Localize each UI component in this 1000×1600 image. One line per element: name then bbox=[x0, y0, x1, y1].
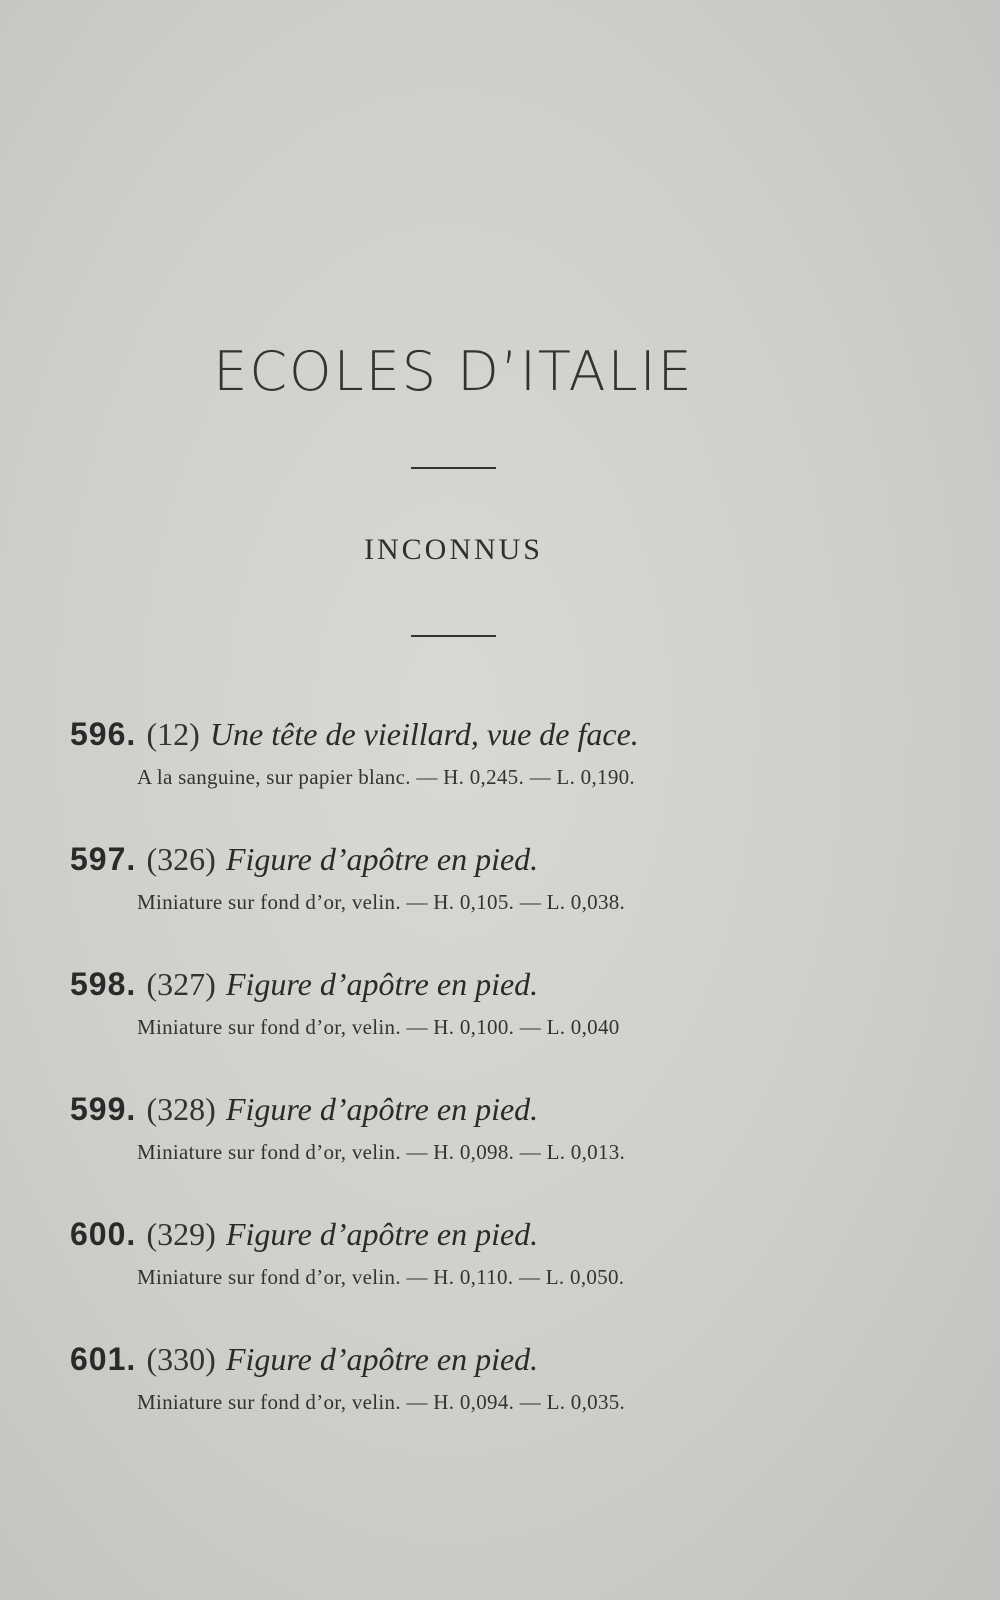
entry-reference: (329) bbox=[146, 1216, 216, 1252]
catalog-entry bbox=[70, 712, 870, 837]
entry-description: Miniature sur fond d’or, velin. — H. 0,094. — L. 0,035. bbox=[137, 1390, 626, 1414]
entry-title: Figure d’apôtre en pied. bbox=[225, 966, 539, 1002]
catalog-entries bbox=[70, 712, 870, 1462]
entry-heading bbox=[70, 1087, 870, 1131]
section-title: INCONNUS bbox=[363, 533, 543, 566]
entry-number: 600. bbox=[70, 1216, 137, 1252]
catalog-entry bbox=[70, 962, 870, 1087]
section-divider bbox=[411, 635, 496, 637]
entry-title: Une tête de vieillard, vue de face. bbox=[209, 716, 639, 752]
catalog-entry bbox=[70, 1212, 870, 1337]
catalog-entry bbox=[70, 837, 870, 962]
entry-title: Figure d’apôtre en pied. bbox=[225, 1341, 539, 1377]
entry-number: 601. bbox=[70, 1341, 137, 1377]
entry-heading bbox=[70, 1337, 870, 1381]
entry-title: Figure d’apôtre en pied. bbox=[225, 1216, 539, 1252]
entry-reference: (330) bbox=[146, 1341, 216, 1377]
entry-number: 599. bbox=[70, 1091, 137, 1127]
entry-description: Miniature sur fond d’or, velin. — H. 0,098. — L. 0,013. bbox=[137, 1140, 626, 1164]
entry-description: Miniature sur fond d’or, velin. — H. 0,105. — L. 0,038. bbox=[137, 890, 626, 914]
catalog-entry bbox=[70, 1337, 870, 1462]
entry-heading bbox=[70, 837, 870, 881]
entry-heading bbox=[70, 962, 870, 1006]
entry-description: Miniature sur fond d’or, velin. — H. 0,100. — L. 0,040 bbox=[137, 1015, 620, 1039]
catalog-entry bbox=[70, 1087, 870, 1212]
entry-description: A la sanguine, sur papier blanc. — H. 0,245. — L. 0,190. bbox=[137, 765, 635, 789]
entry-heading bbox=[70, 1212, 870, 1256]
entry-heading bbox=[70, 712, 870, 756]
entry-title: Figure d’apôtre en pied. bbox=[225, 1091, 539, 1127]
entry-reference: (12) bbox=[146, 716, 200, 752]
entry-description: Miniature sur fond d’or, velin. — H. 0,110. — L. 0,050. bbox=[137, 1265, 625, 1289]
title-divider bbox=[411, 467, 496, 469]
entry-number: 597. bbox=[70, 841, 137, 877]
entry-title: Figure d’apôtre en pied. bbox=[225, 841, 539, 877]
entry-reference: (328) bbox=[146, 1091, 216, 1127]
entry-reference: (326) bbox=[146, 841, 216, 877]
entry-number: 598. bbox=[70, 966, 137, 1002]
entry-reference: (327) bbox=[146, 966, 216, 1002]
page-title: ECOLES D’ITALIE bbox=[213, 340, 694, 403]
entry-number: 596. bbox=[70, 716, 137, 752]
